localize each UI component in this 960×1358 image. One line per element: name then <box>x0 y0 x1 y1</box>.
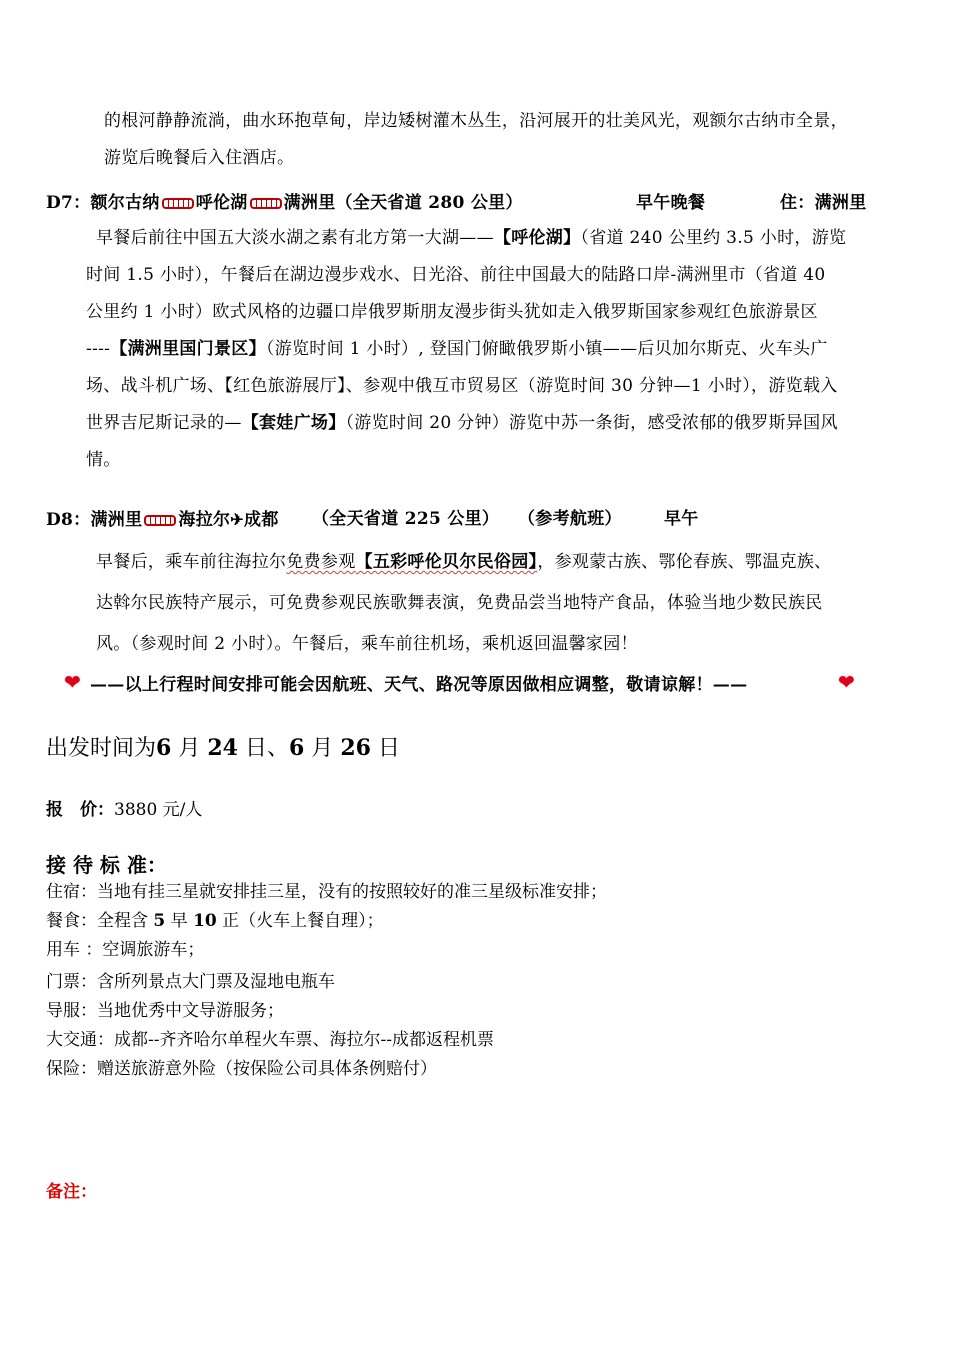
departure-number: 6 <box>156 735 172 761</box>
d7-highlight: 【呼伦湖】 <box>493 228 581 248</box>
departure-text: 日 <box>377 736 400 761</box>
standard-transport: 大交通：成都--齐齐哈尔单程火车票、海拉尔--成都返程机票 <box>46 1030 494 1050</box>
standard-meals <box>46 907 384 937</box>
d8-line-2: 达斡尔民族特产展示，可免费参观民族歌舞表演，免费品尝当地特产食品，体验当地少数民族民 <box>96 593 823 613</box>
d7-text: 早餐后前往中国五大淡水湖之素有北方第一大湖—— <box>96 228 494 248</box>
departure-text: 月 <box>178 736 201 761</box>
d7-line-2: 时间 1.5 小时），午餐后在湖边漫步戏水、日光浴、前往中国最大的陆路口岸-满洲里市（省道 40 <box>86 265 826 285</box>
d8-text: ，参观蒙古族、鄂伦春族、鄂温克族、 <box>537 552 832 572</box>
d7-day: D7： <box>46 193 91 213</box>
schedule-notice: ——以上行程时间安排可能会因航班、天气、路况等原因做相应调整，敬请谅解！—— <box>90 675 748 695</box>
departure-dates <box>46 731 400 762</box>
d7-heading <box>46 185 523 222</box>
departure-text: 出发时间为 <box>46 736 157 761</box>
meal-text: 正（火车上餐自理）； <box>222 911 384 931</box>
d7-text: ---- <box>86 339 111 359</box>
standard-tickets: 门票：含所列景点大门票及湿地电瓶车 <box>46 972 335 992</box>
departure-number: 24 <box>207 735 238 761</box>
d8-heading <box>46 501 279 539</box>
d8-place-2: 海拉尔 <box>178 510 231 530</box>
d7-text: （省道 240 公里约 3.5 小时，游览 <box>580 228 847 248</box>
remark-label: 备注： <box>46 1182 97 1202</box>
d7-place-3: 满洲里（全天省道 280 公里） <box>283 193 523 213</box>
d7-text: 世界吉尼斯记录的— <box>86 413 242 433</box>
bus-icon <box>162 198 194 209</box>
standard-car: 用车 ：空调旅游车； <box>46 940 205 960</box>
d7-line-7: 情。 <box>86 450 121 470</box>
meal-text: 早 <box>170 911 188 931</box>
d8-meals: 早午 <box>664 509 699 529</box>
d8-line-1 <box>96 544 831 581</box>
standard-insurance: 保险：赠送旅游意外险（按保险公司具体条例赔付） <box>46 1059 437 1079</box>
d7-text: （游览时间 1 小时）, 登国门俯瞰俄罗斯小镇——后贝加尔斯克、火车头广 <box>265 339 828 359</box>
price-label: 报 价： <box>46 800 114 820</box>
d6-line-2: 游览后晚餐后入住酒店。 <box>104 148 295 168</box>
d7-place-2: 呼伦湖 <box>195 193 248 213</box>
d7-highlight: 【满洲里国门景区】 <box>110 339 266 359</box>
departure-text: 日、 <box>244 736 289 761</box>
departure-number: 26 <box>340 735 371 761</box>
d7-text: （游览时间 20 分钟）游览中苏一条街，感受浓郁的俄罗斯异国风 <box>345 413 838 433</box>
d6-line-1: 的根河静静流淌，曲水环抱草甸，岸边矮树灌木丛生，沿河展开的壮美风光，观额尔古纳市全景， <box>104 111 848 131</box>
airplane-icon: ✈ <box>230 510 245 529</box>
d7-line-3: 公里约 1 小时）欧式风格的边疆口岸俄罗斯朋友漫步街头犹如走入俄罗斯国家参观红色旅游景区 <box>86 302 818 322</box>
d8-text: 免费参观 <box>286 552 356 572</box>
meal-text: 餐食：全程含 <box>46 911 148 931</box>
d7-line-4 <box>86 331 828 368</box>
price-value: 3880 元/人 <box>114 800 203 820</box>
bus-icon <box>144 515 176 526</box>
price <box>46 795 202 820</box>
d8-highlight: 【五彩呼伦贝尔民俗园】 <box>355 552 538 572</box>
departure-text: 月 <box>311 736 334 761</box>
d8-route-note: （全天省道 225 公里） <box>312 509 500 529</box>
standard-lodging: 住宿：当地有挂三星就安排挂三星，没有的按照较好的准三星级标准安排； <box>46 882 607 902</box>
meal-number: 10 <box>193 911 217 931</box>
d8-flight: （参考航班） <box>518 509 622 529</box>
d8-place-1: 满洲里 <box>90 510 143 530</box>
meal-number: 5 <box>153 911 166 931</box>
bus-icon <box>250 198 282 209</box>
heart-icon: ❤ <box>64 670 81 694</box>
d7-line-1 <box>96 220 846 257</box>
d8-text: 早餐后，乘车前往海拉尔 <box>96 552 287 572</box>
departure-number: 6 <box>288 735 305 761</box>
d8-day: D8： <box>46 510 91 530</box>
d7-line-5: 场、战斗机广场、【红色旅游展厅】、参观中俄互市贸易区（游览时间 30 分钟—1 小时），游览载入 <box>86 376 838 396</box>
standards-title: 接 待 标 准： <box>46 853 167 877</box>
d7-place-1: 额尔古纳 <box>90 193 160 213</box>
d7-meals: 早午晚餐 <box>636 193 706 213</box>
d7-highlight: 【套娃广场】 <box>241 413 346 433</box>
d8-line-3: 风。（参观时间 2 小时）。午餐后，乘车前往机场，乘机返回温馨家园！ <box>96 634 638 654</box>
heart-icon: ❤ <box>838 670 855 694</box>
d7-stay: 住：满洲里 <box>780 193 867 213</box>
d7-line-6 <box>86 405 838 442</box>
d8-place-3: 成都 <box>244 510 279 530</box>
standard-guide: 导服：当地优秀中文导游服务； <box>46 1001 284 1021</box>
